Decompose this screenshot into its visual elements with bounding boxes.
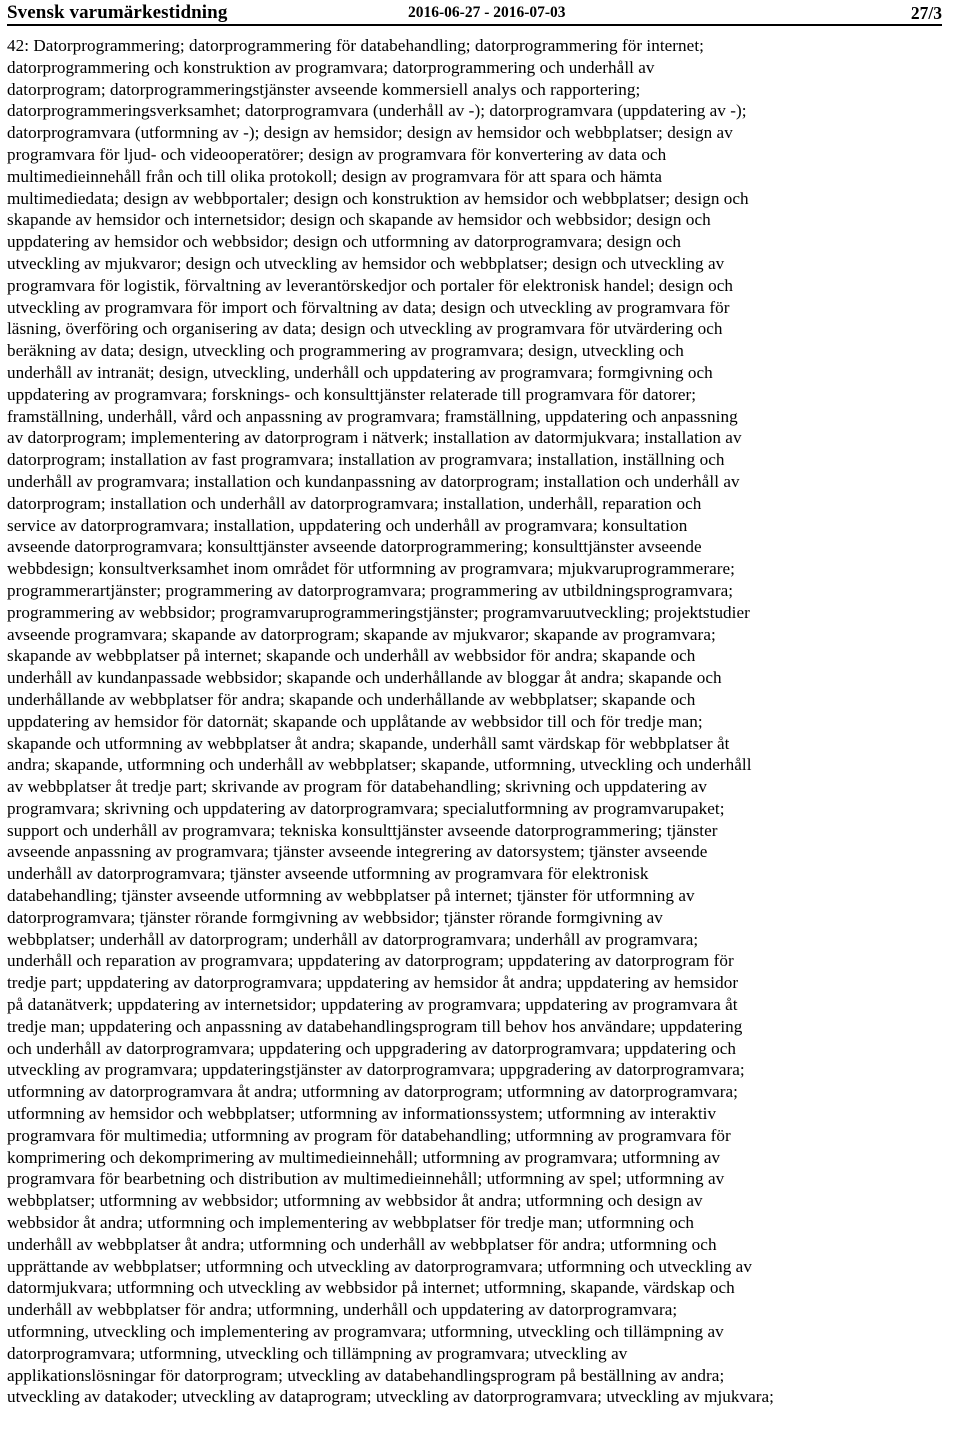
text-line: datorprogramvara (utformning av -); design av hemsidor; design av hemsidor och webbplatser; design av [7, 123, 733, 143]
text-line: av datorprogram; implementering av datorprogram i nätverk; installation av datormjukvara; installation av [7, 428, 742, 448]
text-line: uppdatering av hemsidor och webbsidor; design och utformning av datorprogramvara; design och [7, 232, 682, 252]
text-line: multimediedata; design av webbportaler; design och konstruktion av hemsidor och webbplatser; design och [7, 188, 749, 208]
text-line: datorprogram; datorprogrammeringstjänster avseende kommersiell analys och rapportering; [7, 79, 641, 99]
text-line: skapande av webbplatser på internet; skapande och underhåll av webbsidor för andra; skapande och [7, 646, 696, 666]
page-number: 27/3 [910, 3, 942, 23]
text-line: utveckling av programvara; uppdateringstjänster av datorprogramvara; uppgradering av datorprogramvara; [7, 1060, 745, 1080]
text-line: underhåll av kundanpassade webbsidor; skapande och underhållande av bloggar åt andra; skapande och [7, 668, 722, 688]
text-line: utformning av hemsidor och webbplatser; utformning av informationssystem; utformning av interaktiv [7, 1104, 717, 1124]
text-line: 42: Datorprogrammering; datorprogrammering för databehandling; datorprogrammering för internet; [7, 36, 704, 55]
text-line: andra; skapande, utformning och underhåll av webbplatser; skapande, utformning, utveckling och underhåll [7, 755, 752, 775]
text-line: webbdesign; konsultverksamhet inom området för utformning av programvara; mjukvaruprogrammerare; [7, 559, 735, 579]
text-line: tredje man; uppdatering och anpassning av databehandlingsprogram till behov hos användare; uppdatering [7, 1016, 743, 1036]
text-line: uppdatering av programvara; forsknings- och konsulttjänster relaterade till programvara för datorer; [7, 384, 697, 404]
text-line: läsning, överföring och organisering av data; design och utveckling av programvara för utvärdering och [7, 319, 723, 339]
text-line: utformning av datorprogramvara åt andra; utformning av datorprogram; utformning av datorprogramvara; [7, 1082, 738, 1102]
text-line: programvara för ljud- och videooperatörer; design av programvara för konvertering av data och [7, 144, 667, 164]
text-line: på datanätverk; uppdatering av internetsidor; uppdatering av programvara; uppdatering av programvara åt [7, 995, 738, 1015]
text-line: underhåll och reparation av programvara; uppdatering av datorprogram; uppdatering av datorprogram för [7, 951, 734, 971]
text-line: datorprogram; installation av fast programvara; installation av programvara; installation, inställning och [7, 450, 725, 470]
text-line: avseende anpassning av programvara; tjänster avseende integrering av datorsystem; tjänster avseende [7, 842, 708, 862]
text-line: underhåll av datorprogramvara; tjänster avseende utformning av programvara för elektronisk [7, 864, 649, 884]
text-line: datorprogramvara; utformning, utveckling och tillämpning av programvara; utveckling av [7, 1343, 628, 1363]
text-line: datorprogrammeringsverksamhet; datorprogramvara (underhåll av -); datorprogramvara (uppdatering av -); [7, 101, 747, 121]
text-line: multimedieinnehåll från och till olika protokoll; design av programvara för att spara och hämta [7, 166, 663, 186]
text-line: applikationslösningar för datorprogram; utveckling av databehandlingsprogram på beställning av andra; [7, 1365, 725, 1385]
text-line: komprimering och dekomprimering av multimedieinnehåll; utformning av programvara; utformning av [7, 1147, 721, 1167]
text-line: underhåll av programvara; installation och kundanpassning av datorprogram; installation och underhåll av [7, 471, 740, 491]
text-line: tredje part; uppdatering av datorprogramvara; uppdatering av hemsidor åt andra; uppdatering av hemsidor [7, 973, 739, 993]
text-line: databehandling; tjänster avseende utformning av webbplatser på internet; tjänster för utformning av [7, 886, 695, 906]
text-line: webbplatser; underhåll av datorprogram; underhåll av datorprogramvara; underhåll av programvara; [7, 929, 699, 949]
text-line: underhållande av webbplatser för andra; skapande och underhållande av webbplatser; skapande och [7, 689, 696, 709]
text-line: underhåll av intranät; design, utveckling, underhåll och uppdatering av programvara; formgivning och [7, 362, 713, 382]
text-line: utveckling av mjukvaror; design och utveckling av hemsidor och webbplatser; design och utveckling av [7, 253, 725, 273]
text-line: programvara för logistik, förvaltning av leverantörskedjor och portaler för elektronisk handel; design och [7, 275, 734, 295]
text-line: webbsidor åt andra; utformning och implementering av webbplatser för tredje man; utformning och [7, 1213, 694, 1233]
text-line: support och underhåll av programvara; tekniska konsulttjänster avseende datorprogrammering; tjänster [7, 820, 718, 840]
text-line: utformning, utveckling och implementering av programvara; utformning, utveckling och tillämpning av [7, 1322, 724, 1342]
text-line: programvara; skrivning och uppdatering av datorprogramvara; specialutformning av programvarupaket; [7, 798, 725, 818]
text-line: avseende programvara; skapande av datorprogram; skapande av mjukvaror; skapande av programvara; [7, 624, 716, 644]
text-line: underhåll av webbplatser för andra; utformning, underhåll och uppdatering av datorprogramvara; [7, 1300, 678, 1320]
text-line: framställning, underhåll, vård och anpassning av programvara; framställning, uppdatering och anpassning [7, 406, 738, 426]
text-line: datorprogram; installation och underhåll av datorprogramvara; installation, underhåll, reparation och [7, 493, 702, 513]
text-line: upprättande av webbplatser; utformning och utveckling av datorprogramvara; utformning och utveckling av [7, 1256, 752, 1276]
text-line: beräkning av data; design, utveckling och programmering av programvara; design, utveckling och [7, 341, 684, 361]
text-line: utveckling av datakoder; utveckling av dataprogram; utveckling av datorprogramvara; utveckling av mjukvara; [7, 1387, 774, 1407]
text-line: datormjukvara; utformning och utveckling av webbsidor på internet; utformning, skapande, värdskap och [7, 1278, 735, 1298]
text-line: och underhåll av datorprogramvara; uppdatering och uppgradering av datorprogramvara; uppdatering och [7, 1038, 737, 1058]
text-line: programmerartjänster; programmering av datorprogramvara; programmering av utbildningsprogramvara; [7, 580, 734, 600]
text-line: skapande och utformning av webbplatser åt andra; skapande, underhåll samt värdskap för webbplatser åt [7, 733, 730, 753]
text-line: skapande av hemsidor och internetsidor; design och skapande av hemsidor och webbsidor; design och [7, 210, 711, 230]
text-line: webbplatser; utformning av webbsidor; utformning av webbsidor åt andra; utformning och design av [7, 1191, 703, 1211]
text-line: service av datorprogramvara; installation, uppdatering och underhåll av programvara; konsultation [7, 515, 688, 535]
class-42-description [7, 35, 955, 1408]
text-line: avseende datorprogramvara; konsulttjänster avseende datorprogrammering; konsulttjänster avseende [7, 537, 702, 557]
text-line: programvara för multimedia; utformning av program för databehandling; utformning av programvara för [7, 1125, 731, 1145]
text-line: programmering av webbsidor; programvaruprogrammeringstjänster; programvaruutveckling; projektstudier [7, 602, 750, 622]
date-range: 2016-06-27 - 2016-07-03 [408, 4, 566, 21]
page-header [7, 2, 942, 26]
text-line: programvara för bearbetning och distribution av multimedieinnehåll; utformning av spel; utformning av [7, 1169, 725, 1189]
text-line: datorprogramvara; tjänster rörande formgivning av webbsidor; tjänster rörande formgivning av [7, 907, 663, 927]
text-line: datorprogrammering och konstruktion av programvara; datorprogrammering och underhåll av [7, 57, 655, 77]
publication-title: Svensk varumärkestidning [7, 2, 228, 23]
text-line: utveckling av programvara för import och förvaltning av data; design och utveckling av programvara för [7, 297, 730, 317]
text-line: av webbplatser åt tredje part; skrivande av program för databehandling; skrivning och uppdatering av [7, 777, 708, 797]
text-line: underhåll av webbplatser åt andra; utformning och underhåll av webbplatser för andra; utformning och [7, 1234, 717, 1254]
text-line: uppdatering av hemsidor för datornät; skapande och upplåtande av webbsidor till och för tredje man; [7, 711, 703, 731]
